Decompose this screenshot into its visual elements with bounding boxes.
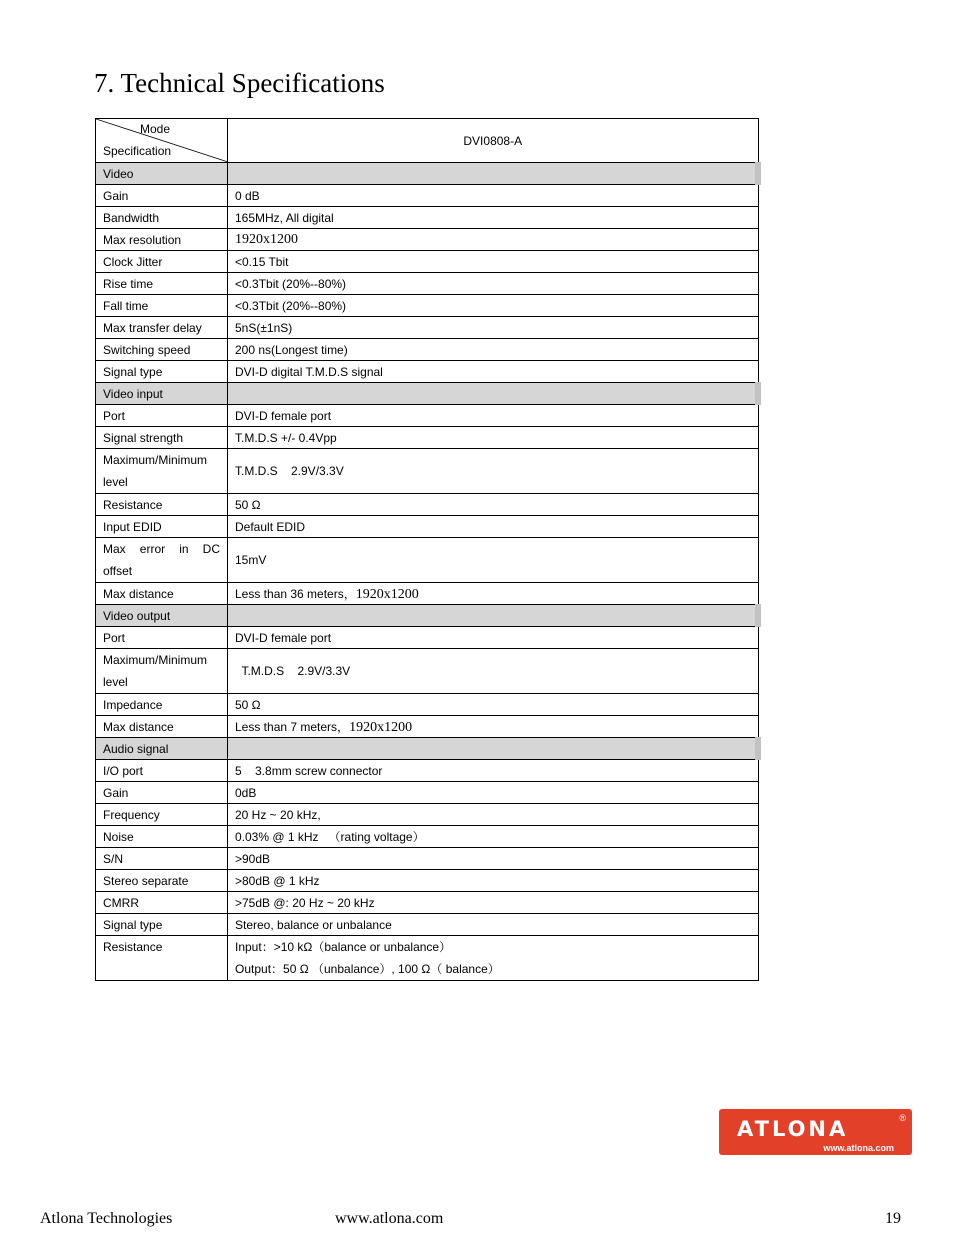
- spec-value-text: 50 Ω: [235, 697, 261, 712]
- footer-page-number: 19: [885, 1210, 901, 1227]
- section-row: [96, 605, 759, 627]
- spec-label: Frequency: [96, 804, 228, 826]
- spec-value: [228, 449, 759, 494]
- spec-label: CMRR: [96, 892, 228, 914]
- header-spec-label: Specification: [103, 144, 172, 158]
- table-row: [96, 782, 759, 804]
- table-row: [96, 583, 759, 605]
- spec-label: Bandwidth: [96, 207, 228, 229]
- spec-value: [228, 273, 759, 295]
- spec-value-resolution: 1920x1200: [355, 586, 419, 602]
- spec-label: Rise time: [96, 273, 228, 295]
- spec-label: Port: [96, 627, 228, 649]
- section-row: [96, 163, 759, 185]
- section-fill: [228, 605, 759, 627]
- spec-value-text: T.M.D.S +/- 0.4Vpp: [235, 430, 337, 445]
- page-title: 7. Technical Specifications: [94, 68, 385, 98]
- spec-value-text: DVI-D female port: [235, 408, 332, 423]
- table-row: [96, 427, 759, 449]
- table-row: [96, 273, 759, 295]
- spec-value: [228, 694, 759, 716]
- table-row: [96, 361, 759, 383]
- section-fill: [228, 163, 759, 185]
- table-row: [96, 339, 759, 361]
- spec-value-resolution: 1920x1200: [349, 719, 413, 735]
- table-row: [96, 936, 759, 981]
- table-row: [96, 538, 759, 583]
- table-row: [96, 826, 759, 848]
- section-title: Audio signal: [96, 738, 228, 760]
- spec-value-text: T.M.D.S 2.9V/3.3V: [235, 464, 344, 478]
- table-row: [96, 716, 759, 738]
- spec-label: Signal type: [96, 914, 228, 936]
- spec-value: [228, 185, 759, 207]
- spec-value: [228, 361, 759, 383]
- spec-label: Maximum/Minimum level: [96, 449, 228, 494]
- spec-value: [228, 936, 759, 981]
- table-row: [96, 185, 759, 207]
- spec-value: [228, 339, 759, 361]
- spec-label: Port: [96, 405, 228, 427]
- spec-value-text: T.M.D.S 2.9V/3.3V: [235, 664, 351, 678]
- logo-url: www.atlona.com: [823, 1143, 894, 1153]
- spec-value-text: Default EDID: [235, 519, 306, 534]
- atlona-logo: [719, 1109, 912, 1155]
- spec-value-line: Input：>10 kΩ（balance or unbalance）: [235, 940, 452, 954]
- spec-value: [228, 826, 759, 848]
- spec-label: I/O port: [96, 760, 228, 782]
- spec-value-text: >80dB @ 1 kHz: [235, 873, 320, 888]
- spec-value: [228, 251, 759, 273]
- spec-value-text: 50 Ω: [235, 497, 261, 512]
- spec-value: [228, 870, 759, 892]
- spec-label: Switching speed: [96, 339, 228, 361]
- spec-label: Stereo separate: [96, 870, 228, 892]
- spec-table: [95, 118, 761, 981]
- spec-value: [228, 848, 759, 870]
- spec-value: [228, 627, 759, 649]
- footer-company: Atlona Technologies: [40, 1210, 173, 1227]
- spec-value: [228, 649, 759, 694]
- table-row: [96, 649, 759, 694]
- spec-label: Maximum/Minimum level: [96, 649, 228, 694]
- table-row: [96, 494, 759, 516]
- spec-value-text: >75dB @: 20 Hz ~ 20 kHz: [235, 895, 375, 910]
- spec-label: Input EDID: [96, 516, 228, 538]
- spec-value: [228, 207, 759, 229]
- spec-value-text: Less than 36 meters，: [235, 586, 356, 601]
- spec-value-text: 20 Hz ~ 20 kHz,: [235, 807, 321, 822]
- spec-label: Max transfer delay: [96, 317, 228, 339]
- table-row: [96, 870, 759, 892]
- logo-brand: ATLONA: [737, 1117, 849, 1141]
- spec-label: Gain: [96, 185, 228, 207]
- spec-value-text: DVI-D female port: [235, 630, 332, 645]
- spec-value-text: 0dB: [235, 785, 257, 800]
- table-row: [96, 295, 759, 317]
- spec-value-text: DVI-D digital T.M.D.S signal: [235, 364, 383, 379]
- spec-value: [228, 494, 759, 516]
- table-row: [96, 207, 759, 229]
- spec-value: [228, 583, 759, 605]
- table-row: [96, 516, 759, 538]
- spec-value: [228, 317, 759, 339]
- section-title: Video: [96, 163, 228, 185]
- spec-label: Resistance: [96, 494, 228, 516]
- spec-value: [228, 914, 759, 936]
- spec-label: Signal type: [96, 361, 228, 383]
- spec-label: Max error in DC offset: [96, 538, 228, 583]
- table-row: [96, 848, 759, 870]
- spec-value-text: 200 ns(Longest time): [235, 342, 348, 357]
- spec-label: Gain: [96, 782, 228, 804]
- footer-website: www.atlona.com: [335, 1210, 444, 1227]
- section-row: [96, 383, 759, 405]
- spec-label: Max distance: [96, 716, 228, 738]
- spec-value-text: <0.3Tbit (20%--80%): [235, 276, 347, 291]
- header-mode-label: Mode: [140, 122, 171, 136]
- spec-value-text: 5nS(±1nS): [235, 320, 293, 335]
- spec-value: [228, 516, 759, 538]
- model-name: DVI0808-A: [228, 119, 759, 163]
- table-row: [96, 449, 759, 494]
- section-title: Video output: [96, 605, 228, 627]
- logo-registered-mark: ®: [899, 1113, 906, 1123]
- spec-value-line: Output：50 Ω （unbalance）, 100 Ω（ balance）: [235, 962, 500, 976]
- table-row: [96, 229, 759, 251]
- table-row: [96, 627, 759, 649]
- spec-value: [228, 782, 759, 804]
- spec-value: [228, 760, 759, 782]
- table-row: [96, 251, 759, 273]
- section-fill: [228, 738, 759, 760]
- spec-value: [228, 892, 759, 914]
- header-diagonal-cell: [96, 119, 228, 163]
- spec-value: [228, 538, 759, 583]
- spec-value-text: <0.15 Tbit: [235, 254, 289, 269]
- table-row: [96, 914, 759, 936]
- table-row: [96, 760, 759, 782]
- spec-value: [228, 804, 759, 826]
- spec-value: [228, 405, 759, 427]
- spec-value-text: 0.03% @ 1 kHz （rating voltage）: [235, 830, 425, 844]
- spec-value-text: Stereo, balance or unbalance: [235, 917, 392, 932]
- spec-label: Max resolution: [96, 229, 228, 251]
- table-row: [96, 892, 759, 914]
- section-fill: [228, 383, 759, 405]
- spec-value: [228, 229, 759, 251]
- spec-label: Impedance: [96, 694, 228, 716]
- table-row: [96, 405, 759, 427]
- spec-value-text: 0 dB: [235, 188, 260, 203]
- spec-value-text: 15mV: [235, 553, 267, 567]
- spec-label: S/N: [96, 848, 228, 870]
- spec-label: Resistance: [96, 936, 228, 981]
- spec-value-text: 5 3.8mm screw connector: [235, 763, 383, 778]
- section-title: Video input: [96, 383, 228, 405]
- section-row: [96, 738, 759, 760]
- spec-value: [228, 716, 759, 738]
- spec-label: Clock Jitter: [96, 251, 228, 273]
- spec-value-text: <0.3Tbit (20%--80%): [235, 298, 347, 313]
- spec-value: [228, 295, 759, 317]
- spec-value-text: 165MHz, All digital: [235, 210, 334, 225]
- spec-value-text: Less than 7 meters，: [235, 719, 350, 734]
- spec-label: Max distance: [96, 583, 228, 605]
- table-row: [96, 694, 759, 716]
- spec-value-text: >90dB: [235, 851, 271, 866]
- spec-label: Fall time: [96, 295, 228, 317]
- table-row: [96, 804, 759, 826]
- spec-value: [228, 427, 759, 449]
- spec-value-text: 1920x1200: [235, 231, 298, 247]
- spec-label: Signal strength: [96, 427, 228, 449]
- table-header-row: [96, 119, 759, 163]
- spec-label: Noise: [96, 826, 228, 848]
- table-row: [96, 317, 759, 339]
